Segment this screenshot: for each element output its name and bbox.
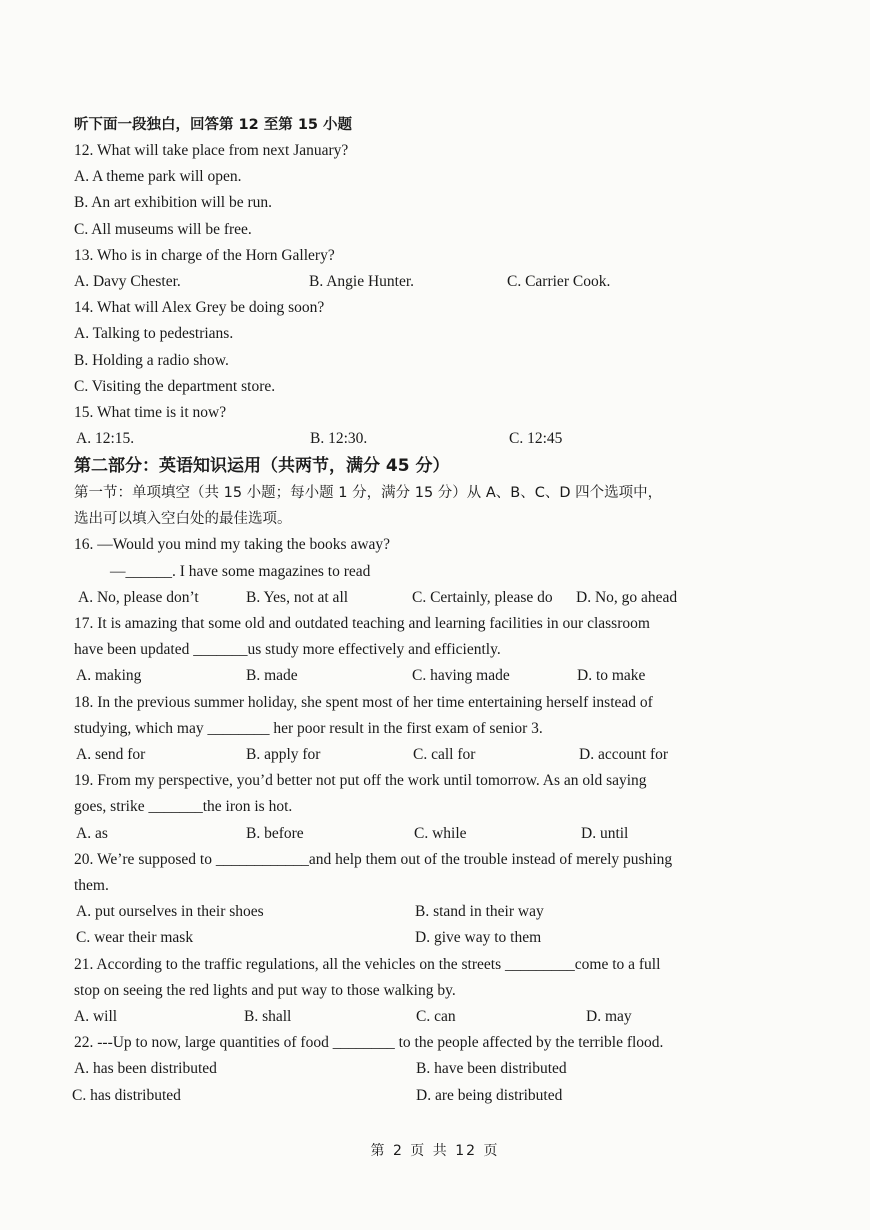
- question-22-option-d: D. are being distributed: [416, 1086, 563, 1104]
- question-17-option-c: C. having made: [412, 667, 510, 685]
- question-20-stem-continued: them.: [74, 876, 109, 894]
- question-21-option-d: D. may: [586, 1007, 632, 1025]
- page-number-footer: 第 2 页 共 12 页: [370, 1143, 500, 1159]
- question-17-option-a: A. making: [76, 667, 142, 685]
- question-17-stem: 17. It is amazing that some old and outdated teaching and learning facilities in our classroom: [74, 615, 650, 632]
- question-20-option-c: C. wear their mask: [76, 929, 194, 947]
- question-19-stem-continued: goes, strike _______the iron is hot.: [74, 798, 293, 816]
- page-content: [74, 112, 754, 1109]
- question-16-options: [74, 585, 754, 611]
- question-18-options: [74, 742, 754, 768]
- question-20-option-b: B. stand in their way: [415, 903, 544, 921]
- question-16-stem: 16. —Would you mind my taking the books away?: [74, 536, 391, 554]
- question-21-option-a: A. will: [74, 1007, 118, 1025]
- question-18-option-a: A. send for: [76, 746, 146, 763]
- section-2-instructions-line-1: 第一节：单项填空（共 15 小题；每小题 1 分，满分 15 分）从 A、B、C、D 四个选项中，: [74, 485, 663, 502]
- question-22-option-a: A. has been distributed: [74, 1060, 217, 1078]
- question-17-stem-continued: have been updated _______us study more effectively and efficiently.: [74, 641, 501, 659]
- question-15-options: [74, 426, 754, 452]
- question-20-stem: 20. We’re supposed to ____________and help them out of the trouble instead of merely pushing: [74, 850, 673, 868]
- question-15-option-b: B. 12:30.: [310, 430, 368, 448]
- question-20-option-a: A. put ourselves in their shoes: [76, 903, 264, 921]
- question-15-option-a: A. 12:15.: [76, 430, 135, 448]
- question-14-option-b: B. Holding a radio show.: [74, 351, 229, 369]
- question-12-option-a: A. A theme park will open.: [74, 168, 242, 186]
- question-21-option-b: B. shall: [244, 1007, 292, 1025]
- question-22-options-row-1: [74, 1056, 754, 1082]
- question-20-options-row-1: [74, 899, 754, 925]
- question-20-options-row-2: [74, 925, 754, 951]
- question-19-options: [74, 821, 754, 847]
- question-17-options: [74, 663, 754, 689]
- question-14-option-a: A. Talking to pedestrians.: [74, 325, 234, 343]
- question-19-option-d: D. until: [581, 824, 629, 842]
- listening-part-header: 听下面一段独白，回答第 12 至第 15 小题: [74, 117, 353, 133]
- question-15-option-c: C. 12:45: [509, 430, 563, 448]
- question-17-option-b: B. made: [246, 667, 298, 685]
- question-21-stem: 21. According to the traffic regulations, all the vehicles on the streets _________come to a full: [74, 955, 661, 973]
- question-13-stem: 13. Who is in charge of the Horn Gallery?: [74, 246, 335, 264]
- question-18-stem: 18. In the previous summer holiday, she spent most of her time entertaining herself instead of: [74, 693, 653, 711]
- question-16-option-b: B. Yes, not at all: [246, 588, 349, 606]
- question-19-option-a: A. as: [76, 824, 108, 842]
- question-13-option-c: C. Carrier Cook.: [507, 273, 611, 291]
- question-21-options: [74, 1004, 754, 1030]
- question-18-option-c: C. call for: [413, 746, 476, 763]
- question-20-option-d: D. give way to them: [415, 929, 542, 947]
- question-16-stem-reply: —______. I have some magazines to read: [110, 562, 371, 580]
- question-15-stem: 15. What time is it now?: [74, 404, 227, 422]
- question-19-stem: 19. From my perspective, you’d better not put off the work until tomorrow. As an old saying: [74, 772, 647, 790]
- question-14-option-c: C. Visiting the department store.: [74, 377, 276, 395]
- question-21-stem-continued: stop on seeing the red lights and put way to those walking by.: [74, 981, 456, 999]
- question-16-option-a: A. No, please don’t: [78, 588, 199, 606]
- question-16-option-d: D. No, go ahead: [576, 588, 678, 606]
- question-14-stem: 14. What will Alex Grey be doing soon?: [74, 299, 325, 317]
- question-19-option-c: C. while: [414, 824, 467, 842]
- question-12-option-c: C. All museums will be free.: [74, 220, 252, 238]
- question-18-option-b: B. apply for: [246, 746, 321, 763]
- question-13-option-b: B. Angie Hunter.: [309, 273, 415, 291]
- question-16-option-c: C. Certainly, please do: [412, 588, 553, 606]
- section-2-title: 第二部分：英语知识运用（共两节，满分 45 分）: [74, 456, 450, 477]
- question-21-option-c: C. can: [416, 1007, 456, 1025]
- section-2-instructions-line-2: 选出可以填入空白处的最佳选项。: [74, 511, 292, 528]
- question-22-option-c: C. has distributed: [72, 1086, 181, 1104]
- question-22-option-b: B. have been distributed: [416, 1060, 567, 1078]
- question-19-option-b: B. before: [246, 824, 304, 842]
- question-13-option-a: A. Davy Chester.: [74, 273, 181, 291]
- question-13-options: [74, 269, 754, 295]
- question-17-option-d: D. to make: [577, 667, 646, 685]
- question-12-option-b: B. An art exhibition will be run.: [74, 194, 273, 212]
- question-22-options-row-2: [74, 1083, 754, 1109]
- question-18-option-d: D. account for: [579, 746, 669, 763]
- question-12-stem: 12. What will take place from next January?: [74, 142, 349, 159]
- question-18-stem-continued: studying, which may ________ her poor result in the first exam of senior 3.: [74, 719, 543, 737]
- question-22-stem: 22. ---Up to now, large quantities of food ________ to the people affected by the terrible flood.: [74, 1034, 664, 1052]
